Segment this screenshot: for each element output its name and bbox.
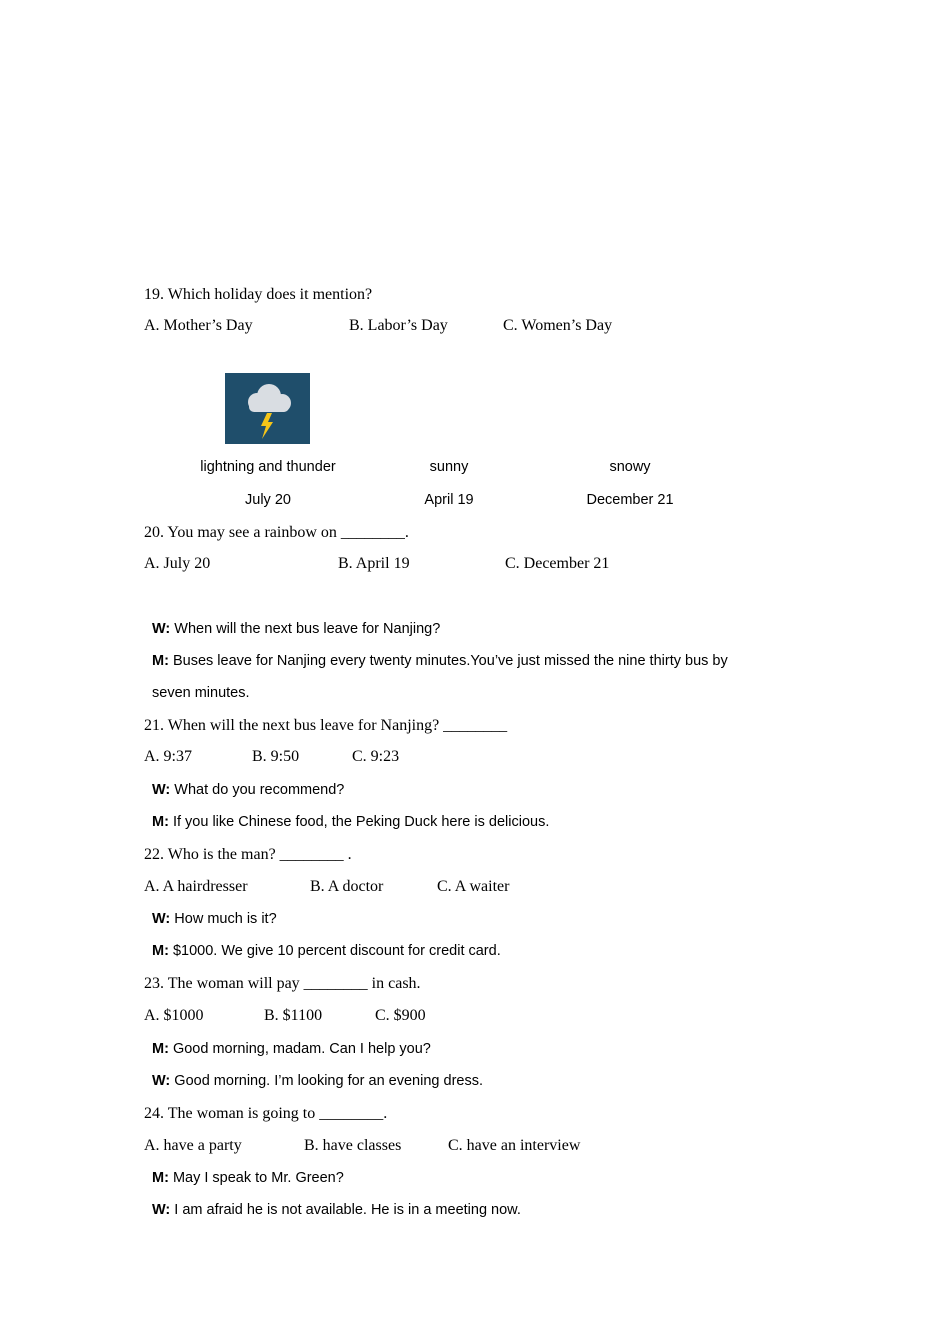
q24-option-c: C. have an interview xyxy=(448,1137,581,1154)
question-22: 22. Who is the man? ________ . xyxy=(144,846,352,863)
speaker-label: W: xyxy=(152,1073,171,1089)
weather-date-2: April 19 xyxy=(424,492,474,508)
q23-option-a: A. $1000 xyxy=(144,1007,204,1024)
q20-option-c: C. December 21 xyxy=(505,555,610,572)
dialog-text: Good morning, madam. Can I help you? xyxy=(172,1041,431,1057)
weather-label-3: snowy xyxy=(609,459,651,475)
dialog-1-line-3: seven minutes. xyxy=(152,685,250,701)
speaker-label: M: xyxy=(152,1170,169,1186)
question-21: 21. When will the next bus leave for Nanjing? ________ xyxy=(144,717,508,734)
dialog-1-line-2 xyxy=(152,651,728,671)
speaker-label: W: xyxy=(152,911,171,927)
question-20: 20. You may see a rainbow on ________. xyxy=(144,524,409,541)
q19-option-c: C. Women’s Day xyxy=(503,317,613,334)
dialog-1-line-1 xyxy=(152,619,440,639)
speaker-label: M: xyxy=(152,943,169,959)
dialog-text: Buses leave for Nanjing every twenty minutes.You’ve just missed the nine thirty bus by xyxy=(172,653,728,669)
q22-option-b: B. A doctor xyxy=(310,878,384,895)
dialog-5-line-1 xyxy=(152,1168,344,1188)
dialog-text: I am afraid he is not available. He is in a meeting now. xyxy=(174,1202,521,1218)
q21-option-c: C. 9:23 xyxy=(352,748,400,765)
speaker-label: M: xyxy=(152,653,169,669)
dialog-3-line-2 xyxy=(152,941,501,961)
speaker-label: M: xyxy=(152,814,169,830)
dialog-text: What do you recommend? xyxy=(174,782,345,798)
weather-date-1: July 20 xyxy=(245,492,291,508)
dialog-5-line-2 xyxy=(152,1200,521,1220)
q19-option-b: B. Labor’s Day xyxy=(349,317,448,334)
q21-option-b: B. 9:50 xyxy=(252,748,300,765)
dialog-text: May I speak to Mr. Green? xyxy=(172,1170,344,1186)
q24-option-a: A. have a party xyxy=(144,1137,242,1154)
q19-option-a: A. Mother’s Day xyxy=(144,317,253,334)
weather-date-3: December 21 xyxy=(586,492,674,508)
q22-option-a: A. A hairdresser xyxy=(144,878,248,895)
dialog-text: If you like Chinese food, the Peking Duck here is delicious. xyxy=(172,814,550,830)
question-24: 24. The woman is going to ________. xyxy=(144,1105,388,1122)
lightning-cloud-icon xyxy=(225,373,310,444)
q24-option-b: B. have classes xyxy=(304,1137,402,1154)
q23-option-b: B. $1100 xyxy=(264,1007,323,1024)
dialog-text: $1000. We give 10 percent discount for credit card. xyxy=(172,943,501,959)
speaker-label: W: xyxy=(152,782,171,798)
speaker-label: W: xyxy=(152,1202,171,1218)
dialog-4-line-2 xyxy=(152,1071,483,1091)
dialog-4-line-1 xyxy=(152,1039,431,1059)
q20-option-a: A. July 20 xyxy=(144,555,211,572)
q23-option-c: C. $900 xyxy=(375,1007,426,1024)
dialog-text: When will the next bus leave for Nanjing? xyxy=(174,621,441,637)
dialog-text: Good morning. I’m looking for an evening dress. xyxy=(174,1073,483,1089)
q22-option-c: C. A waiter xyxy=(437,878,510,895)
speaker-label: W: xyxy=(152,621,171,637)
weather-label-2: sunny xyxy=(429,459,469,475)
q20-option-b: B. April 19 xyxy=(338,555,410,572)
dialog-text: How much is it? xyxy=(174,911,277,927)
dialog-2-line-1 xyxy=(152,780,344,800)
weather-label-1: lightning and thunder xyxy=(200,459,336,475)
question-23: 23. The woman will pay ________ in cash. xyxy=(144,975,421,992)
dialog-2-line-2 xyxy=(152,812,549,832)
speaker-label: M: xyxy=(152,1041,169,1057)
dialog-3-line-1 xyxy=(152,909,277,929)
q21-option-a: A. 9:37 xyxy=(144,748,192,765)
question-19: 19. Which holiday does it mention? xyxy=(144,286,373,303)
